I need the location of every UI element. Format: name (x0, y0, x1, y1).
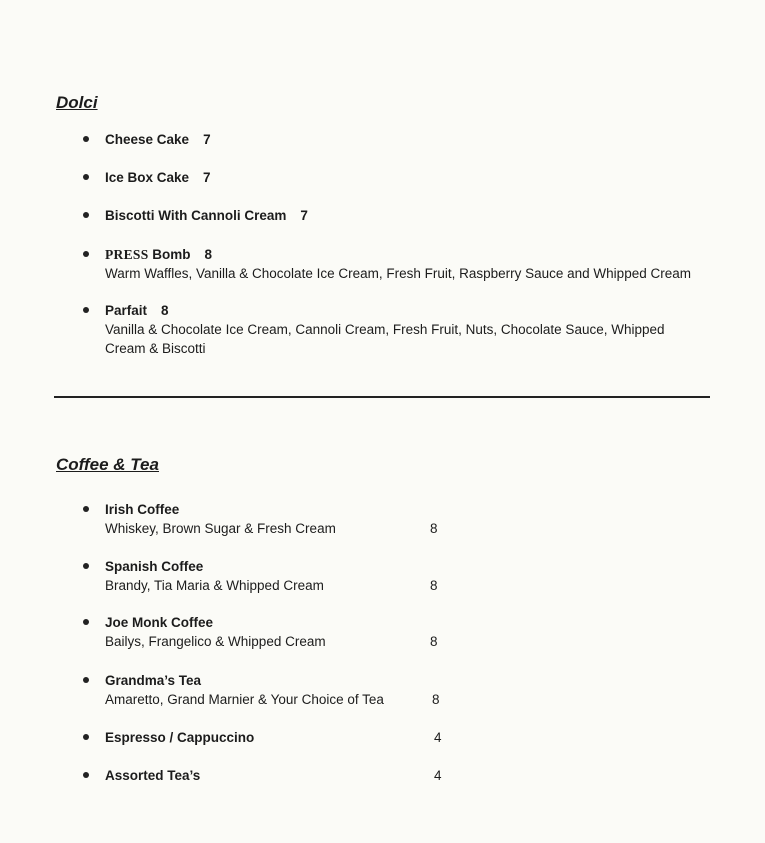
dolci-heading: Dolci (56, 93, 98, 112)
menu-item (105, 557, 710, 595)
bullet-icon (83, 251, 89, 257)
menu-item (105, 766, 442, 785)
bullet-icon (83, 563, 89, 569)
menu-item (105, 728, 442, 747)
item-name: Joe Monk Coffee (105, 615, 214, 630)
menu-item (105, 130, 211, 149)
bullet-icon (83, 619, 89, 625)
item-name: Cheese Cake (105, 132, 190, 147)
menu-item (105, 671, 710, 709)
item-price: 8 (161, 303, 169, 318)
item-name: Bomb (152, 247, 191, 262)
item-description: Warm Waffles, Vanilla & Chocolate Ice Cream, Fresh Fruit, Raspberry Sauce and Whipped Cream (105, 266, 691, 281)
menu-item (105, 245, 710, 283)
press-logo-text: PRESS (105, 247, 149, 262)
bullet-icon (83, 212, 89, 218)
item-price: 4 (434, 768, 442, 783)
section-divider (54, 396, 710, 398)
item-name: Spanish Coffee (105, 559, 204, 574)
bullet-icon (83, 174, 89, 180)
item-name: Grandma’s Tea (105, 673, 202, 688)
item-price: 4 (434, 730, 442, 745)
bullet-icon (83, 772, 89, 778)
item-description: Brandy, Tia Maria & Whipped Cream (105, 578, 324, 593)
item-name: Ice Box Cake (105, 170, 190, 185)
item-description: Amaretto, Grand Marnier & Your Choice of Tea (105, 692, 384, 707)
item-name: Biscotti With Cannoli Cream (105, 208, 287, 223)
bullet-icon (83, 506, 89, 512)
item-price: 8 (204, 247, 213, 262)
item-price: 8 (432, 692, 440, 707)
item-price: 8 (430, 634, 438, 649)
menu-item (105, 168, 211, 187)
coffee-heading: Coffee & Tea (56, 455, 159, 474)
menu-item (105, 206, 308, 225)
bullet-icon (83, 677, 89, 683)
item-name: Assorted Tea’s (105, 768, 201, 783)
item-name: Parfait (105, 303, 148, 318)
item-price: 7 (203, 132, 211, 147)
item-name: Irish Coffee (105, 502, 180, 517)
menu-item (105, 301, 680, 358)
item-name: Espresso / Cappuccino (105, 730, 255, 745)
menu-item (105, 613, 710, 651)
item-description: Whiskey, Brown Sugar & Fresh Cream (105, 521, 336, 536)
item-description: Vanilla & Chocolate Ice Cream, Cannoli Cream, Fresh Fruit, Nuts, Chocolate Sauce, Whipped Cream & Biscotti (105, 322, 665, 356)
bullet-icon (83, 136, 89, 142)
item-price: 7 (203, 170, 211, 185)
item-price: 7 (300, 208, 308, 223)
bullet-icon (83, 734, 89, 740)
item-price: 8 (430, 521, 438, 536)
menu-item (105, 500, 710, 538)
item-price: 8 (430, 578, 438, 593)
bullet-icon (83, 307, 89, 313)
item-description: Bailys, Frangelico & Whipped Cream (105, 634, 326, 649)
